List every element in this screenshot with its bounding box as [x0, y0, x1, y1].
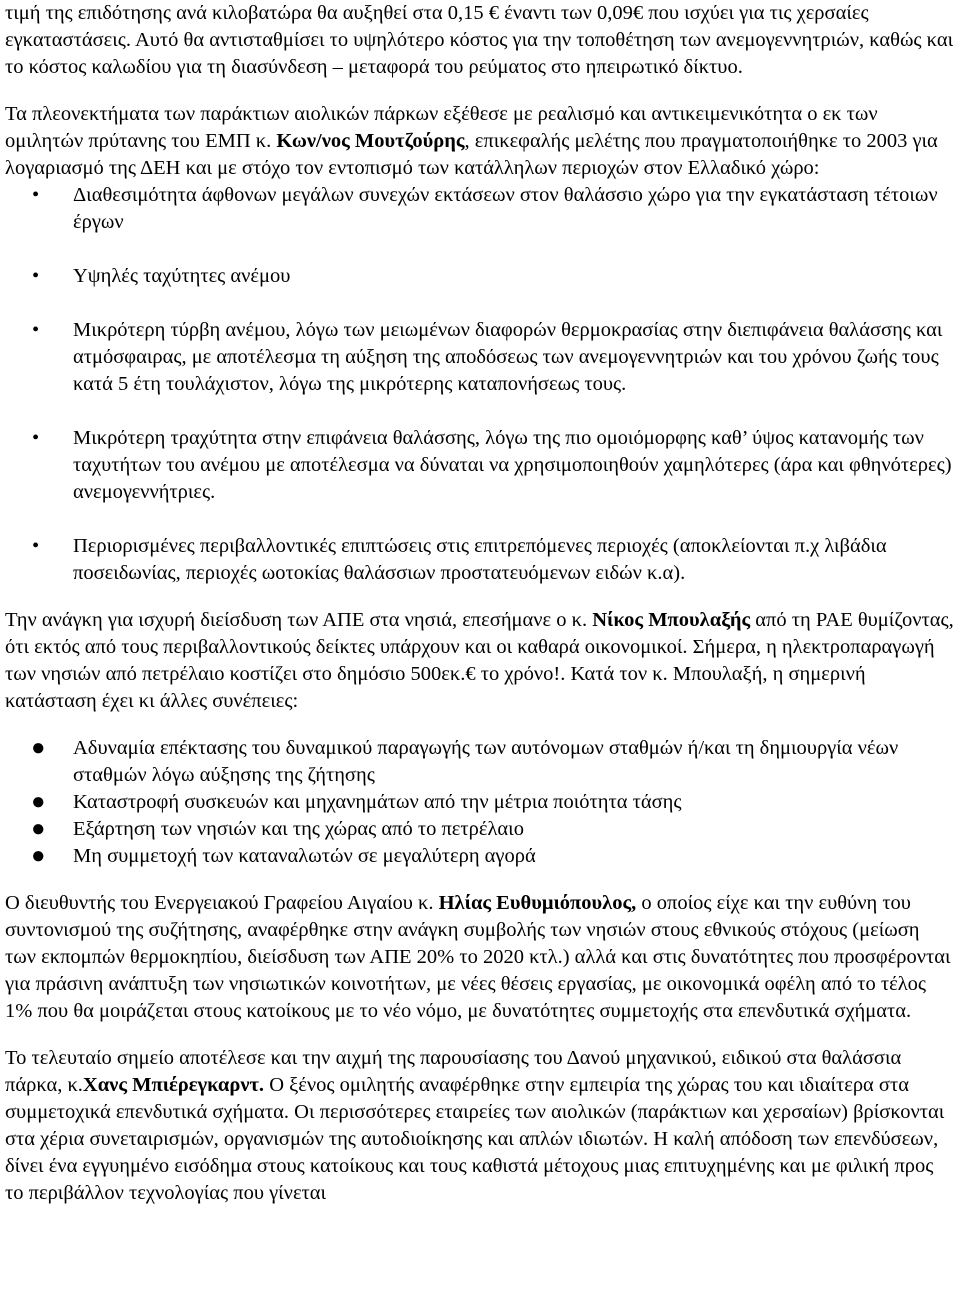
bullet-icon: •	[32, 535, 40, 557]
list-item-text: Εξάρτηση των νησιών και της χώρας από το πετρέλαιο	[73, 818, 524, 840]
paragraph-text: Ο ξένος ομιλητής αναφέρθηκε στην εμπειρία της χώρας του και ιδιαίτερα στα συμμετοχικά επενδυτικά σχήματα. Οι περισσότερες εταιρείες των αιολικών (παράκτιων και χερσαίων) βρίσκονται στα χέρια συνεταιρισμών, οργανισμών της αυτοδιοίκησης και απλών ιδιωτών. Η καλή απόδοση των επενδύσεων, δίνει ένα εγγυημένο εισόδημα στους κατοίκους και τους καθιστά μέτοχους μιας επιτυχημένης και με φιλική πρoς το περιβάλλον τεχνολογίας που γίνεται	[5, 1074, 945, 1204]
list-item	[5, 182, 955, 236]
list-item-text: Καταστροφή συσκευών και μηχανημάτων από την μέτρια ποιότητα τάσης	[73, 791, 682, 813]
paragraph-text: Τα πλεονεκτήματα των παράκτιων αιολικών πάρκων εξέθεσε με ρεαλισμό και αντικειμενικότητα ο εκ των ομιλητών πρύτανης του ΕΜΠ κ.	[5, 103, 878, 152]
bullet-icon: •	[32, 427, 40, 449]
paragraph-text: από τη ΡΑΕ θυμίζοντας, ότι εκτός από τους περιβαλλοντικούς δείκτες υπάρχουν και οι καθαρά οικονομικοί. Σήμερα, η ηλεκτροπαραγωγή των νησιών από πετρέλαιο κοστίζει στο δημόσιο 500εκ.€ το χρόνο!. Κατά τον κ. Μπουλαξή, η σημερινή κατάσταση έχει κι άλλες συνέπειες:	[5, 609, 954, 712]
paragraph-subsidy: τιμή της επιδότησης ανά κιλοβατώρα θα αυξηθεί στα 0,15 € έναντι των 0,09€ που ισχύει για τις χερσαίες εγκαταστάσεις. Αυτό θα αντισταθμίσει το υψηλότερο κόστος για την τοποθέτηση των ανεμογεννητριών, καθώς και το κόστος καλωδίου για τη διασύνδεση – μεταφορά του ρεύματος στο ηπειρωτικό δίκτυο.	[5, 2, 954, 78]
speaker-name-boulaxis: Νίκος Μπουλαξής	[592, 609, 751, 631]
bullet-icon: •	[32, 184, 40, 206]
list-item	[5, 789, 955, 816]
list-item-text: Μικρότερη τραχύτητα στην επιφάνεια θαλάσσης, λόγω της πιο ομοιόμορφης καθ’ ύψος κατανομής των ταχυτήτων του ανέμου με αποτέλεσμα να δύναται να χρησιμοποιηθούν χαμηλότερες (άρα και φθηνότερες) ανεμογεννήτριες.	[73, 427, 952, 503]
list-item	[5, 735, 955, 789]
paragraph-aegean-office	[5, 890, 955, 1025]
list-item	[5, 533, 955, 587]
bullet-icon: ●	[31, 816, 46, 842]
list-item-text: Μικρότερη τύρβη ανέμου, λόγω των μειωμένων διαφορών θερμοκρασίας στην διεπιφάνεια θαλάσσης και ατμόσφαιρας, με αποτέλεσμα τη αύξηση της αποδόσεως των ανεμογεννητριών και του χρόνου ζωής τους κατά 5 έτη τουλάχιστον, λόγω της μικρότερης καταπονήσεως τους.	[73, 319, 943, 395]
paragraph-offshore-advantages	[5, 101, 955, 182]
list-item-text: Αδυναμία επέκτασης του δυναμικού παραγωγής των αυτόνομων σταθμών ή/και τη δημιουργία νέων σταθμών λόγω αύξησης της ζήτησης	[73, 737, 899, 786]
paragraph-text: , επικεφαλής μελέτης που πραγματοποιήθηκε το 2003 για λογαριασμό της ΔΕΗ και με στόχο τον εντοπισμό των κατάλληλων περιοχών στον Ελλαδικό χώρο:	[5, 130, 938, 179]
bullet-icon: •	[32, 319, 40, 341]
bullet-icon: ●	[31, 843, 46, 869]
bullet-icon: ●	[31, 789, 46, 815]
list-item-text: Μη συμμετοχή των καταναλωτών σε μεγαλύτερη αγορά	[73, 845, 536, 867]
list-item-text: Διαθεσιμότητα άφθονων μεγάλων συνεχών εκτάσεων στον θαλάσσιο χώρο για την εγκατάσταση τέτοιων έργων	[73, 184, 938, 233]
consequences-list	[5, 735, 955, 870]
paragraph-danish-engineer	[5, 1045, 955, 1207]
advantages-list	[5, 182, 955, 587]
list-item	[5, 843, 955, 870]
speaker-name-efthymiopoulos: Ηλίας Ευθυμιόπουλος,	[438, 892, 637, 914]
list-item	[5, 317, 955, 398]
speaker-name-moutzouris: Κων/νος Μουτζούρης	[276, 130, 465, 152]
bullet-icon: ●	[31, 735, 46, 761]
list-item-text: Περιορισμένες περιβαλλοντικές επιπτώσεις στις επιτρεπόμενες περιοχές (αποκλείονται π.χ λιβάδια ποσειδωνίας, περιοχές ωοτοκίας θαλάσσιων προστατευόμενων ειδών κ.α).	[73, 535, 887, 584]
paragraph-text: Το τελευταίο σημείο αποτέλεσε και την αιχμή της παρουσίασης του Δανού μηχανικού, ειδικού στα θαλάσσια πάρκα, κ.	[5, 1047, 902, 1096]
list-item-text: Υψηλές ταχύτητες ανέμου	[73, 265, 291, 287]
paragraph-text: Ο διευθυντής του Ενεργειακού Γραφείου Αιγαίου κ.	[5, 892, 439, 914]
paragraph-island-res	[5, 607, 955, 715]
speaker-name-bieregaard: Χανς Μπιέρεγκαρντ.	[82, 1074, 265, 1096]
paragraph-text: ο οποίος είχε και την ευθύνη του συντονισμού της συζήτησης, αναφέρθηκε στην ανάγκη συμβολής των νησιών στους εθνικούς στόχους (μείωση των εκπομπών θερμοκηπίου, διείσδυση των ΑΠΕ 20% το 2020 κτλ.) αλλά και στις δυνατότητες που προσφέρονται για πράσινη ανάπτυξη των νησιωτικών κοινοτήτων, με νέες θέσεις εργασίας, με οικονομικά οφέλη από το τέλος 1% που θα μοιράζεται στους κατοίκους με το νέο νόμο, με δυνατότητες συμμετοχής στα επενδυτικά σχήματα.	[5, 892, 951, 1022]
list-item	[5, 263, 955, 290]
paragraph-text: Την ανάγκη για ισχυρή διείσδυση των ΑΠΕ στα νησιά, επεσήμανε ο κ.	[5, 609, 593, 631]
list-item	[5, 816, 955, 843]
bullet-icon: •	[32, 265, 40, 287]
list-item	[5, 425, 955, 506]
